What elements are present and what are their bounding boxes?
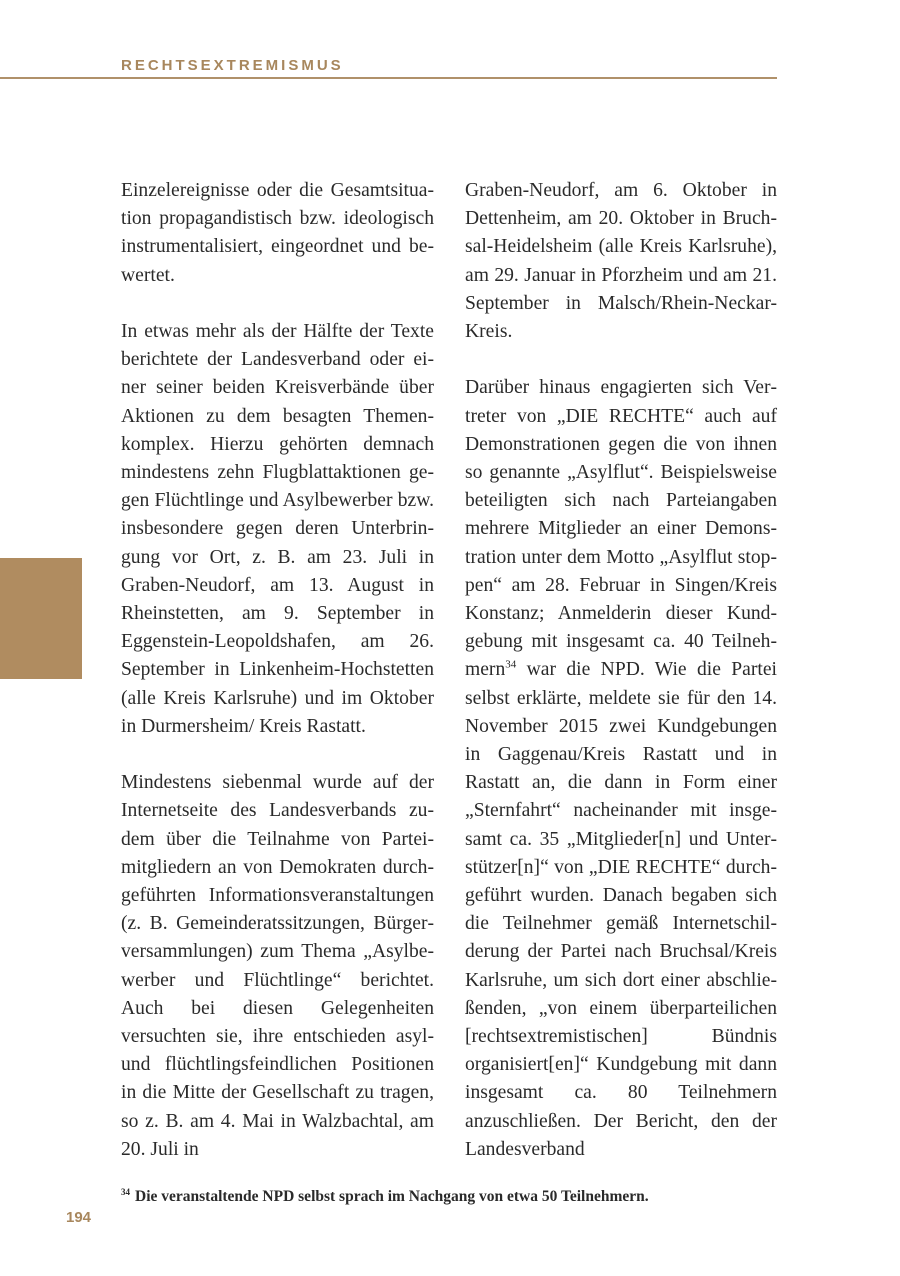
paragraph-text: war die NPD. Wie die Partei selbst erklärte, meldete sie für den 14. November 2015 zwei Kundgebungen in Gaggenau/Kreis Rastatt und in Rastatt an, die dann in Form einer „Sternfahrt“ nacheinander mit insgesamt ca. 35 „Mitglieder[n] und Unterstützer[n]“ von „DIE RECHTE“ durchgeführt wurden. Danach begaben sich die Teilnehmer gemäß Internetschilderung der Partei nach Bruchsal/Kreis Karlsruhe, um sich dort einer abschließenden, „von einem überparteilichen [rechtsextremistischen] Bündnis organisiert[en]“ Kundgebung mit dann insgesamt ca. 80 Teilnehmern anzuschließen. Der Bericht, den der Landesverband (465, 659, 777, 1160)
body-paragraph: Mindestens siebenmal wurde auf der Internetseite des Landesverbands zudem über die Teilnahme von Parteimitgliedern an von Demokraten durchgeführten Informationsveranstaltungen (z. B. Gemeinderatssitzungen, Bürgerversammlungen) zum Thema „Asylbewerber und Flüchtlinge“ berichtet. Auch bei diesen Gelegenheiten versuchten sie, ihre entschieden asyl- und flüchtlingsfeindlichen Positionen in die Mitte der Gesellschaft zu tragen, so z. B. am 4. Mai in Walzbachtal, am 20. Juli in (121, 772, 434, 1160)
footnote-number: 34 (121, 1186, 130, 1197)
body-paragraph: Einzelereignisse oder die Gesamtsituation propagandistisch bzw. ideologisch instrumentalisiert, eingeordnet und bewertet. (121, 180, 434, 286)
body-paragraph (465, 374, 777, 1164)
footnote-reference[interactable]: 34 (505, 658, 517, 671)
right-text-column (465, 177, 777, 1164)
section-side-tab (0, 558, 82, 679)
body-paragraph: Graben-Neudorf, am 6. Oktober in Dettenheim, am 20. Oktober in Bruchsal-Heidelsheim (alle Kreis Karlsruhe), am 29. Januar in Pforzheim und am 21. September in Malsch/Rhein-Neckar-Kreis. (465, 180, 777, 343)
running-head: RECHTSEXTREMISMUS (121, 57, 344, 74)
paragraph-text: Darüber hinaus engagierten sich Vertreter von „DIE RECHTE“ auch auf Demonstrationen gegen die von ihnen so genannte „Asylflut“. Beispielsweise beteiligten sich nach Parteiangaben mehrere Mitglieder an einer Demonstration unter dem Motto „Asylflut stoppen“ am 28. Februar in Singen/Kreis Konstanz; Anmelderin dieser Kundgebung mit insgesamt ca. 40 Teilnehmern (465, 377, 777, 681)
footnote-text: Die veranstaltende NPD selbst sprach im Nachgang von etwa 50 Teilnehmern. (135, 1188, 649, 1205)
page-number: 194 (66, 1209, 92, 1226)
footnote (121, 1188, 649, 1206)
header-rule (0, 77, 777, 79)
left-text-column (121, 177, 434, 1164)
body-paragraph: In etwas mehr als der Hälfte der Texte berichtete der Landesverband oder einer seiner beiden Kreisverbände über Aktionen zu dem besagten Themenkomplex. Hierzu gehörten demnach mindestens zehn Flugblattaktionen gegen Flüchtlinge und Asylbewerber bzw. insbesondere gegen deren Unterbringung vor Ort, z. B. am 23. Juli in Graben-Neudorf, am 13. August in Rheinstetten, am 9. September in Eggenstein-Leopoldshafen, am 26. September in Linkenheim-Hochstetten (alle Kreis Karlsruhe) und im Oktober in Durmersheim/ Kreis Rastatt. (121, 321, 434, 737)
